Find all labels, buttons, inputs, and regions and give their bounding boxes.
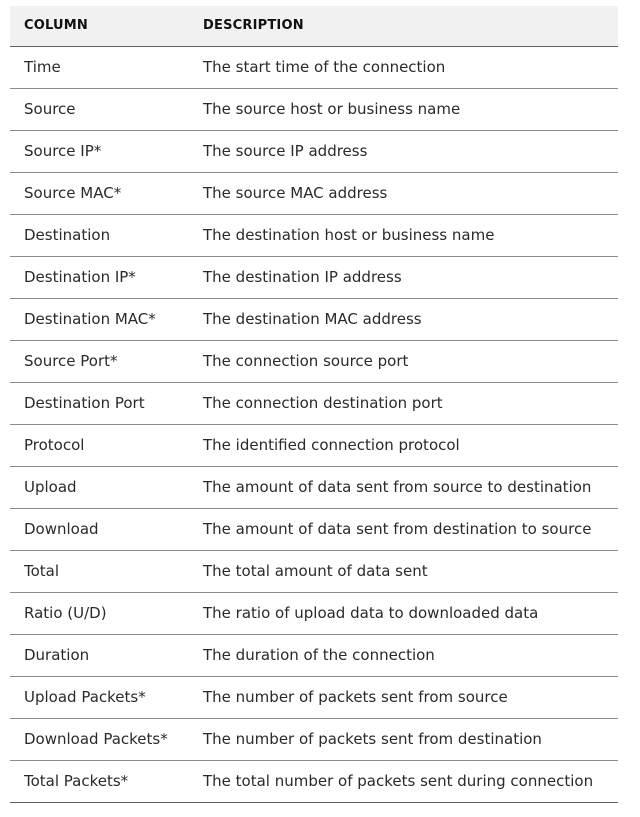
header-description: DESCRIPTION	[189, 6, 618, 46]
table-row	[10, 550, 618, 592]
table-body	[10, 46, 618, 802]
header-row	[10, 6, 618, 46]
cell-column-name: Protocol	[10, 424, 189, 466]
cell-column-name: Source MAC*	[10, 172, 189, 214]
cell-column-name: Destination MAC*	[10, 298, 189, 340]
cell-description: The ratio of upload data to downloaded data	[189, 592, 618, 634]
table-row	[10, 214, 618, 256]
table-row	[10, 424, 618, 466]
cell-description: The number of packets sent from source	[189, 676, 618, 718]
cell-description: The source host or business name	[189, 88, 618, 130]
table-header	[10, 6, 618, 46]
table-container	[10, 6, 618, 803]
cell-column-name: Download Packets*	[10, 718, 189, 760]
table-row	[10, 172, 618, 214]
table-row	[10, 508, 618, 550]
cell-description: The source IP address	[189, 130, 618, 172]
cell-description: The total number of packets sent during connection	[189, 760, 618, 802]
table-row	[10, 466, 618, 508]
cell-column-name: Time	[10, 46, 189, 88]
table-row	[10, 382, 618, 424]
cell-column-name: Total	[10, 550, 189, 592]
cell-column-name: Source	[10, 88, 189, 130]
cell-description: The duration of the connection	[189, 634, 618, 676]
cell-description: The destination IP address	[189, 256, 618, 298]
cell-description: The start time of the connection	[189, 46, 618, 88]
cell-description: The connection source port	[189, 340, 618, 382]
cell-column-name: Destination IP*	[10, 256, 189, 298]
cell-column-name: Source Port*	[10, 340, 189, 382]
column-description-table	[10, 6, 618, 803]
cell-column-name: Duration	[10, 634, 189, 676]
cell-column-name: Upload Packets*	[10, 676, 189, 718]
cell-column-name: Destination Port	[10, 382, 189, 424]
table-row	[10, 676, 618, 718]
table-row	[10, 718, 618, 760]
cell-description: The amount of data sent from destination to source	[189, 508, 618, 550]
cell-description: The destination MAC address	[189, 298, 618, 340]
cell-description: The amount of data sent from source to destination	[189, 466, 618, 508]
table-row	[10, 130, 618, 172]
table-row	[10, 256, 618, 298]
header-column: COLUMN	[10, 6, 189, 46]
cell-description: The destination host or business name	[189, 214, 618, 256]
table-row	[10, 46, 618, 88]
table-row	[10, 592, 618, 634]
table-row	[10, 88, 618, 130]
table-row	[10, 340, 618, 382]
cell-description: The total amount of data sent	[189, 550, 618, 592]
table-row	[10, 634, 618, 676]
cell-description: The connection destination port	[189, 382, 618, 424]
cell-column-name: Source IP*	[10, 130, 189, 172]
cell-description: The source MAC address	[189, 172, 618, 214]
table-row	[10, 298, 618, 340]
cell-column-name: Destination	[10, 214, 189, 256]
table-row	[10, 760, 618, 802]
cell-column-name: Total Packets*	[10, 760, 189, 802]
cell-description: The identified connection protocol	[189, 424, 618, 466]
cell-column-name: Upload	[10, 466, 189, 508]
cell-column-name: Ratio (U/D)	[10, 592, 189, 634]
cell-column-name: Download	[10, 508, 189, 550]
cell-description: The number of packets sent from destination	[189, 718, 618, 760]
